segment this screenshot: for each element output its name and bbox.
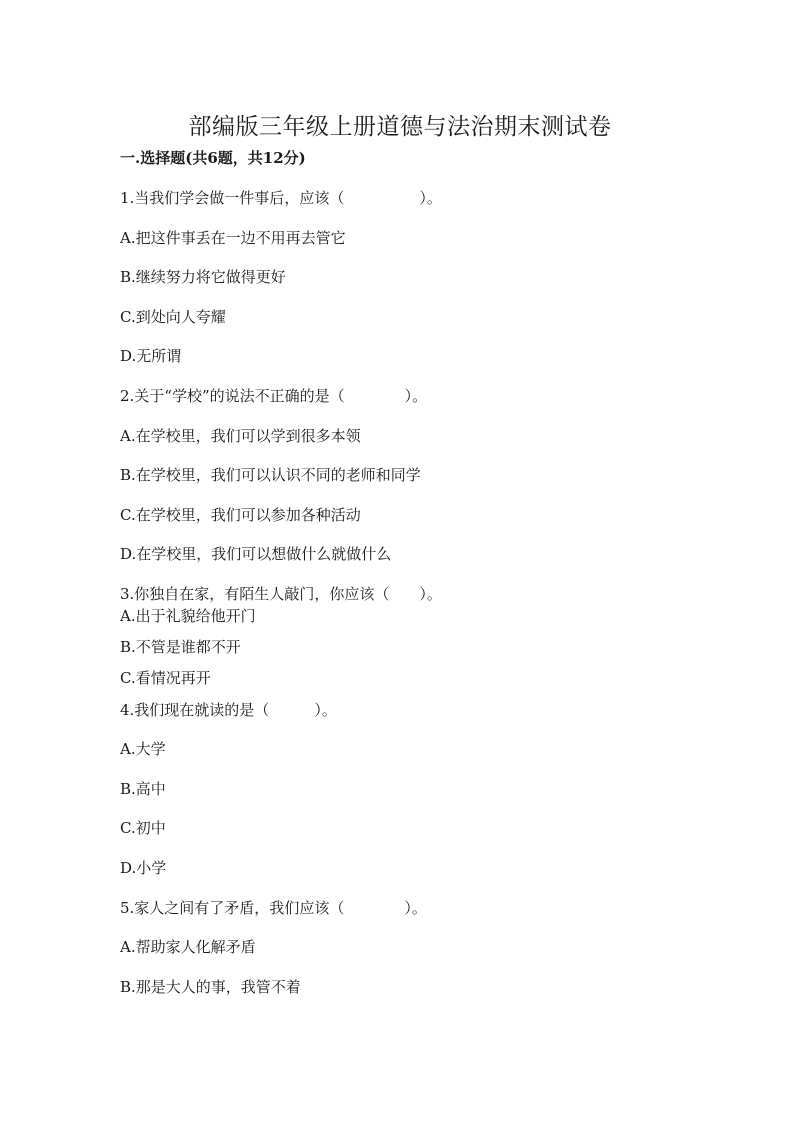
option-4c: C.初中: [120, 819, 166, 837]
option-5b: B.那是大人的事，我管不着: [120, 978, 301, 996]
option-2b: B.在学校里，我们可以认识不同的老师和同学: [120, 466, 421, 484]
option-3c: C.看情况再开: [120, 669, 211, 687]
option-2a: A.在学校里，我们可以学到很多本领: [120, 427, 361, 445]
option-1b: B.继续努力将它做得更好: [120, 268, 286, 286]
option-2c: C.在学校里，我们可以参加各种活动: [120, 506, 361, 524]
option-1d: D.无所谓: [120, 347, 182, 365]
question-stem-5: 5.家人之间有了矛盾，我们应该（ ）。: [120, 899, 427, 917]
option-4a: A.大学: [120, 740, 166, 758]
option-3a: A.出于礼貌给他开门: [120, 607, 256, 625]
question-stem-4: 4.我们现在就读的是（ ）。: [120, 701, 337, 719]
question-stem-3: 3.你独自在家，有陌生人敲门，你应该（ ）。: [120, 585, 442, 603]
option-2d: D.在学校里，我们可以想做什么就做什么: [120, 545, 392, 563]
section-heading: 一.选择题(共6题，共12分): [120, 149, 306, 167]
option-4d: D.小学: [120, 859, 167, 877]
question-stem-1: 1.当我们学会做一件事后，应该（ ）。: [120, 189, 442, 207]
option-3b: B.不管是谁都不开: [120, 638, 241, 656]
option-4b: B.高中: [120, 780, 166, 798]
option-5a: A.帮助家人化解矛盾: [120, 938, 256, 956]
option-1a: A.把这件事丢在一边不用再去管它: [120, 229, 346, 247]
question-stem-2: 2.关于“学校”的说法不正确的是（ ）。: [120, 387, 428, 405]
page-title: 部编版三年级上册道德与法治期末测试卷: [188, 114, 612, 141]
option-1c: C.到处向人夸耀: [120, 308, 226, 326]
